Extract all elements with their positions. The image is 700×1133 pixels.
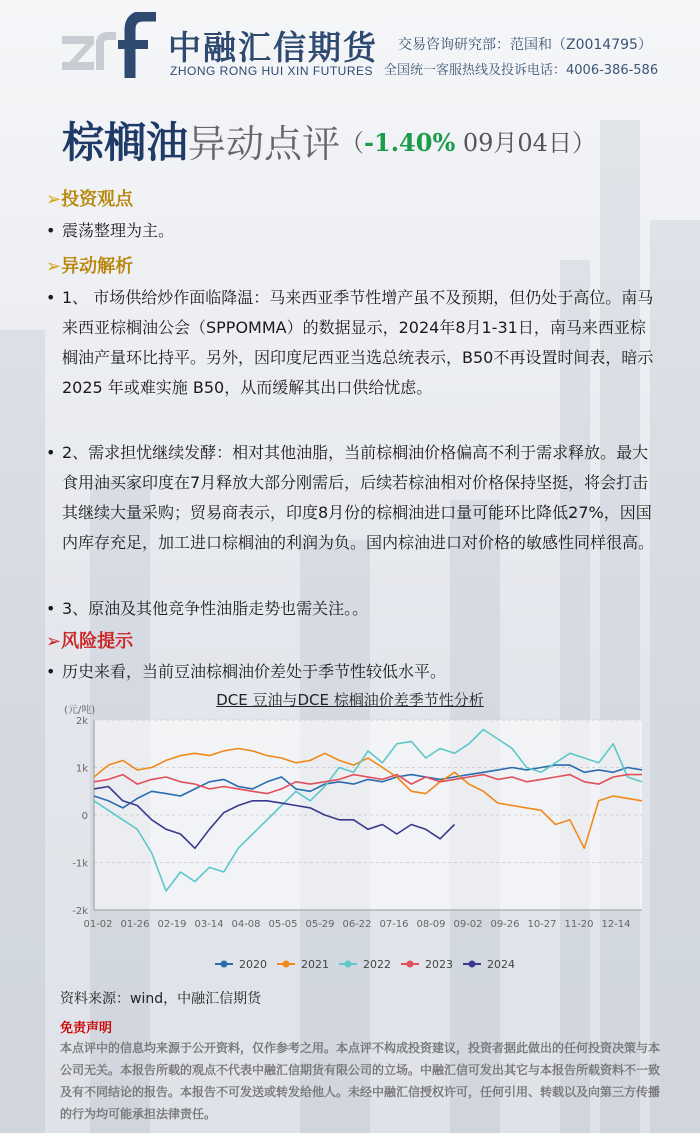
y-tick-label: -2k xyxy=(72,906,88,917)
change-percent: -1.40% xyxy=(364,128,456,157)
bullet-dot-icon: • xyxy=(46,662,56,681)
legend-label-2021: 2021 xyxy=(301,958,329,971)
legend-marker-2021 xyxy=(283,961,290,968)
bullet-analysis-1 xyxy=(46,283,658,403)
x-tick-label: 03-14 xyxy=(194,919,224,930)
legend-label-2022: 2022 xyxy=(363,958,391,971)
x-tick-label: 02-19 xyxy=(157,919,187,930)
company-logo xyxy=(60,12,160,80)
section-heading-text: 风险提示 xyxy=(61,631,134,652)
bullet-analysis-2 xyxy=(46,438,658,558)
x-tick-label: 06-22 xyxy=(342,919,372,930)
x-tick-label: 04-08 xyxy=(231,919,261,930)
bullet-view xyxy=(46,216,658,246)
legend-label-2024: 2024 xyxy=(487,958,515,971)
bullet-dot-icon: • xyxy=(46,443,56,462)
y-tick-label: 0 xyxy=(81,811,88,822)
product-name: 棕榈油 xyxy=(62,118,189,167)
x-tick-label: 09-02 xyxy=(453,919,483,930)
y-axis-unit: (元/吨) xyxy=(64,705,96,716)
company-name-cn: 中融汇信期货 xyxy=(168,28,378,67)
bullet-risk xyxy=(46,657,658,687)
x-tick-label: 07-16 xyxy=(379,919,409,930)
report-date: 09月04日 xyxy=(455,129,572,157)
section-heading-analysis xyxy=(46,252,133,278)
analyst-contact: 交易咨询研究部：范国和（Z0014795） xyxy=(398,37,652,53)
y-tick-label: 2k xyxy=(75,716,88,727)
x-tick-label: 01-02 xyxy=(83,919,113,930)
x-tick-label: 12-14 xyxy=(601,919,631,930)
paren-open: （ xyxy=(340,129,365,157)
report-type: 异动点评 xyxy=(188,122,341,166)
bullet-text: 历史来看，当前豆油棕榈油价差处于季节性较低水平。 xyxy=(62,662,447,681)
x-tick-label: 11-20 xyxy=(564,919,594,930)
y-tick-label: 1k xyxy=(75,763,88,775)
legend-label-2023: 2023 xyxy=(425,958,453,971)
legend-marker-2020 xyxy=(221,961,228,968)
legend-marker-2024 xyxy=(469,961,476,968)
x-tick-label: 01-26 xyxy=(120,919,150,930)
seasonal-spread-chart xyxy=(60,700,660,980)
disclaimer-title: 免责声明 xyxy=(60,1021,113,1036)
bullet-dot-icon: • xyxy=(46,599,56,618)
bullet-text: 2、需求担忧继续发酵：相对其他油脂，当前棕榈油价格偏高不利于需求释放。最大食用油买家印度在7月释放大部分刚需后，后续若棕油相对价格保持坚挺，将会打击其继续大量采购；贸易商表示，印度8月份的棕榈油进口量可能环比降低27%，因国内库存充足，加工进口棕榈油的利润为负。国内棕油进口对价格的敏感性同样很高。 xyxy=(62,443,655,552)
section-heading-view xyxy=(46,185,133,211)
bullet-text: 3、原油及其他竞争性油脂走势也需关注。。 xyxy=(62,599,369,618)
section-heading-risk xyxy=(46,627,133,653)
arrow-icon: ➢ xyxy=(46,256,62,277)
chart-title: DCE 豆油与DCE 棕榈油价差季节性分析 xyxy=(216,691,484,709)
arrow-icon: ➢ xyxy=(46,631,62,652)
plot-area xyxy=(94,720,642,910)
bullet-analysis-3 xyxy=(46,594,658,624)
section-heading-text: 异动解析 xyxy=(61,256,134,277)
x-tick-label: 09-26 xyxy=(490,919,520,930)
y-tick-label: -1k xyxy=(72,858,88,870)
bullet-dot-icon: • xyxy=(46,221,56,240)
data-source: 资料来源：wind，中融汇信期货 xyxy=(60,991,262,1007)
x-tick-label: 05-05 xyxy=(268,919,298,930)
header xyxy=(0,0,700,100)
x-tick-label: 08-09 xyxy=(416,919,446,930)
legend-label-2020: 2020 xyxy=(239,958,267,971)
bullet-dot-icon: • xyxy=(46,288,56,307)
page-title xyxy=(62,110,596,170)
legend-marker-2022 xyxy=(345,961,352,968)
x-tick-label: 10-27 xyxy=(527,919,557,930)
hotline: 全国统一客服热线及投诉电话：4006-386-586 xyxy=(384,63,659,78)
disclaimer-text: 本点评中的信息均来源于公开资料，仅作参考之用。本点评不构成投资建议，投资者据此做出的任何投资决策与本公司无关。本报告所载的观点不代表中融汇信期货有限公司的立场。中融汇信可发出其它与本报告所载资料不一致及有不同结论的报告。本报告不可发送或转发给他人。未经中融汇信授权许可，任何引用、转载以及向第三方传播的行为均可能承担法律责任。 xyxy=(60,1041,661,1121)
section-heading-text: 投资观点 xyxy=(61,189,134,210)
x-tick-label: 05-29 xyxy=(305,919,335,930)
company-name-en: ZHONG RONG HUI XIN FUTURES xyxy=(170,64,374,78)
paren-close: ） xyxy=(571,129,596,157)
bullet-text: 震荡整理为主。 xyxy=(62,221,175,240)
arrow-icon: ➢ xyxy=(46,189,62,210)
legend-marker-2023 xyxy=(407,961,414,968)
bullet-text: 1、 市场供给炒作面临降温：马来西亚季节性增产虽不及预期，但仍处于高位。南马来西亚棕榈油公会（SPPOMMA）的数据显示，2024年8月1-31日，南马来西亚棕榈油产量环比持平。另外，因印度尼西亚当选总统表示，B50不再设置时间表，暗示2025 年或难实施 B50，从而缓解其出口供给忧虑。 xyxy=(62,288,654,397)
